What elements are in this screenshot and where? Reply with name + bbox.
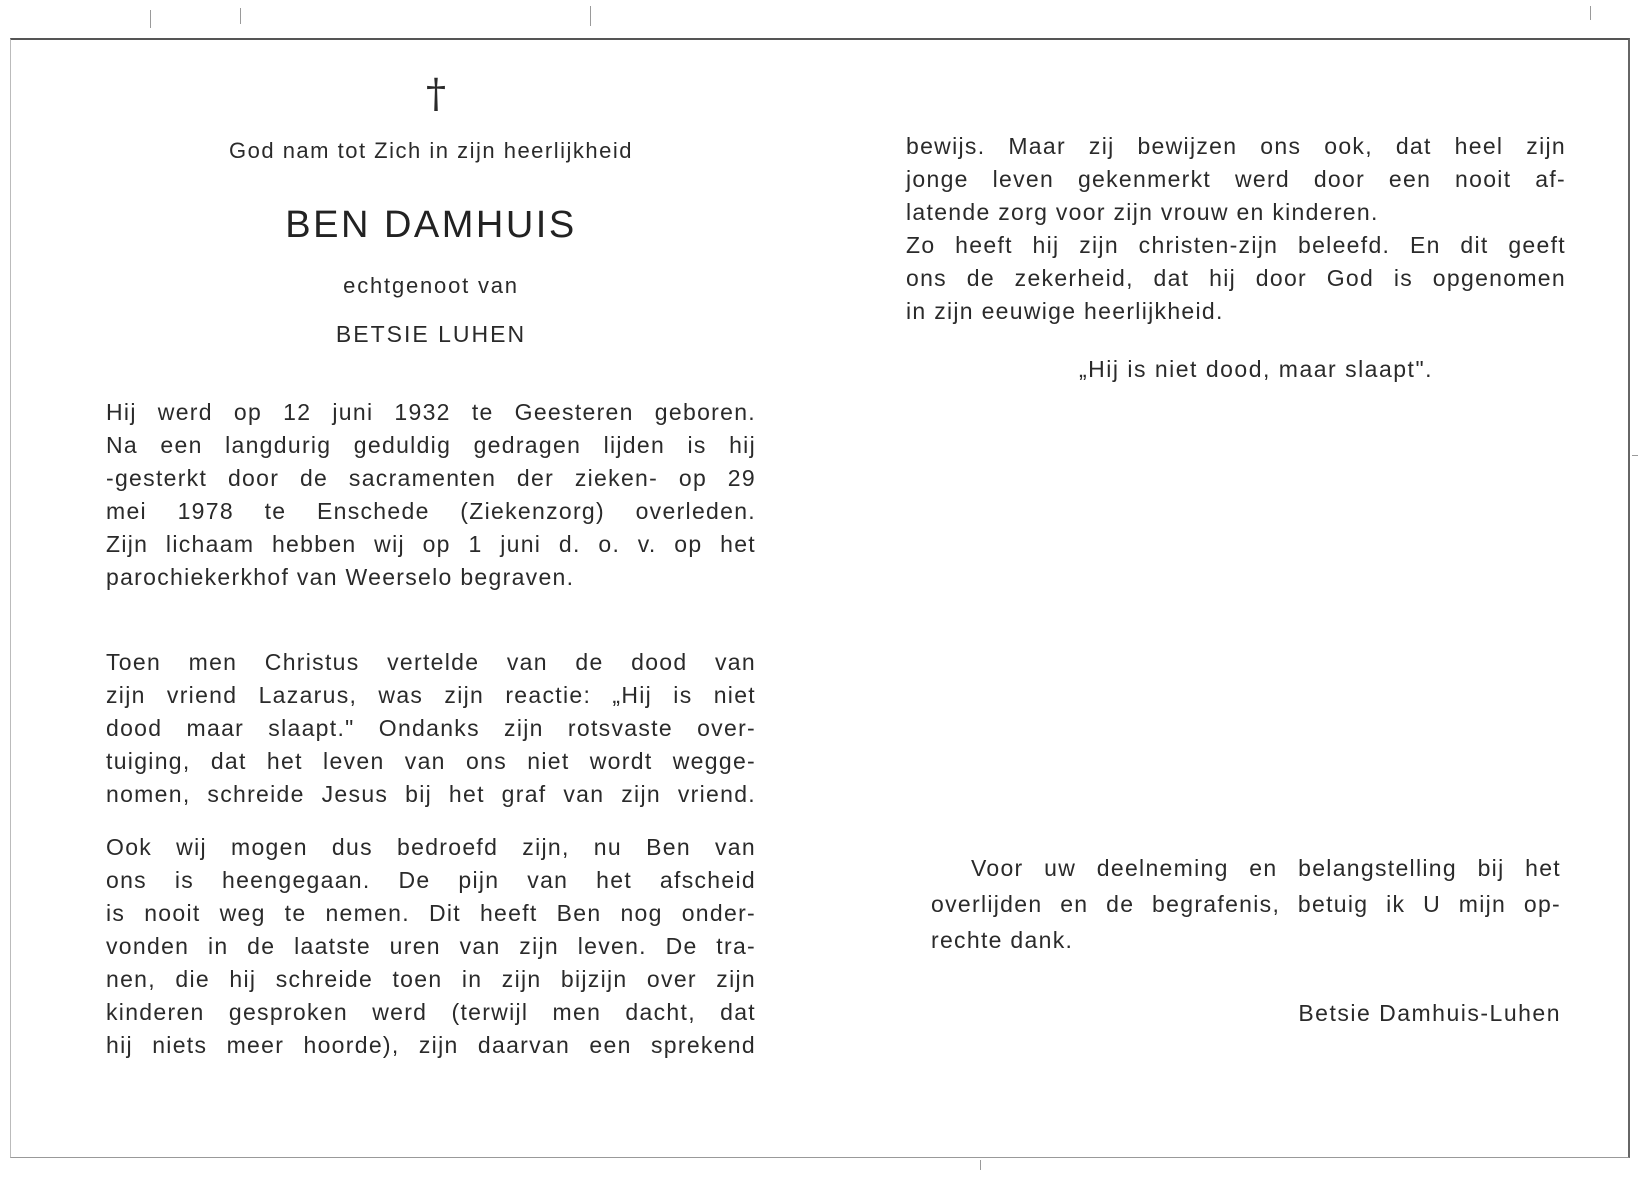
text-line: hij niets meer hoorde), zijn daarvan een sprekend xyxy=(106,1032,756,1058)
text-line: -gesterkt door de sacramenten der zieken- op 29 xyxy=(106,465,756,491)
text-line: zijn vriend Lazarus, was zijn reactie: „Hij is niet xyxy=(106,682,756,708)
text-line: latende zorg voor zijn vrouw en kinderen. xyxy=(906,199,1379,225)
memorial-card xyxy=(10,38,1630,1158)
text-line: Zo heeft hij zijn christen-zijn beleefd. En dit geeft xyxy=(906,232,1566,258)
scan-speck xyxy=(150,10,151,28)
spouse-label: echtgenoot van xyxy=(343,273,519,298)
intro-line: God nam tot Zich in zijn heerlijkheid xyxy=(229,138,633,163)
text-line: nen, die hij schreide toen in zijn bijzijn over zijn xyxy=(106,966,756,992)
scan-speck xyxy=(240,8,241,24)
text-line: rechte dank. xyxy=(931,927,1074,953)
cross-icon: † xyxy=(426,71,446,117)
text-line: tuiging, dat het leven van ons niet wordt wegge- xyxy=(106,748,756,774)
scan-speck xyxy=(1632,455,1638,456)
quote-line: „Hij is niet dood, maar slaapt". xyxy=(1078,356,1434,382)
text-line: Na een langdurig geduldig gedragen lijden is hij xyxy=(106,432,756,458)
text-line: parochiekerkhof van Weerselo begraven. xyxy=(106,564,575,590)
text-line: Toen men Christus vertelde van de dood van xyxy=(106,649,756,675)
text-line: ons is heengegaan. De pijn van het afscheid xyxy=(106,867,756,893)
spouse-name: BETSIE LUHEN xyxy=(335,321,527,347)
text-line: kinderen gesproken werd (terwijl men dacht, dat xyxy=(106,999,756,1025)
text-line: dood maar slaapt." Ondanks zijn rotsvaste over- xyxy=(106,715,756,741)
text-line: Voor uw deelneming en belangstelling bij het xyxy=(971,855,1561,881)
scan-speck xyxy=(980,1160,981,1170)
text-line: Hij werd op 12 juni 1932 te Geesteren geboren. xyxy=(106,399,756,425)
scan-speck xyxy=(590,6,591,26)
text-line: in zijn eeuwige heerlijkheid. xyxy=(906,298,1224,324)
text-line: is nooit weg te nemen. Dit heeft Ben nog onder- xyxy=(106,900,756,926)
biography-paragraph xyxy=(106,396,756,594)
text-line: vonden in de laatste uren van zijn leven. De tra- xyxy=(106,933,756,959)
text-line: Zijn lichaam hebben wij op 1 juni d. o. v. op het xyxy=(106,531,756,557)
text-line: mei 1978 te Enschede (Ziekenzorg) overleden. xyxy=(106,498,756,524)
deceased-name: BEN DAMHUIS xyxy=(285,204,577,246)
text-line: Ook wij mogen dus bedroefd zijn, nu Ben van xyxy=(106,834,756,860)
text-line: ons de zekerheid, dat hij door God is opgenomen xyxy=(906,265,1566,291)
right-page xyxy=(906,130,1566,383)
text-line: bewijs. Maar zij bewijzen ons ook, dat heel zijn xyxy=(906,133,1566,159)
text-line: jonge leven gekenmerkt werd door een nooit af- xyxy=(906,166,1566,192)
text-line: overlijden en de begrafenis, betuig ik U mijn op- xyxy=(931,891,1561,917)
farewell-paragraph xyxy=(106,831,756,1062)
scan-speck xyxy=(1590,6,1591,20)
left-page xyxy=(106,50,756,1062)
text-line: nomen, schreide Jesus bij het graf van zijn vriend. xyxy=(106,781,756,807)
signature: Betsie Damhuis-Luhen xyxy=(1298,1000,1561,1026)
continuation-paragraph xyxy=(906,130,1566,328)
lazarus-paragraph xyxy=(106,646,756,811)
thanks-paragraph xyxy=(931,850,1561,958)
